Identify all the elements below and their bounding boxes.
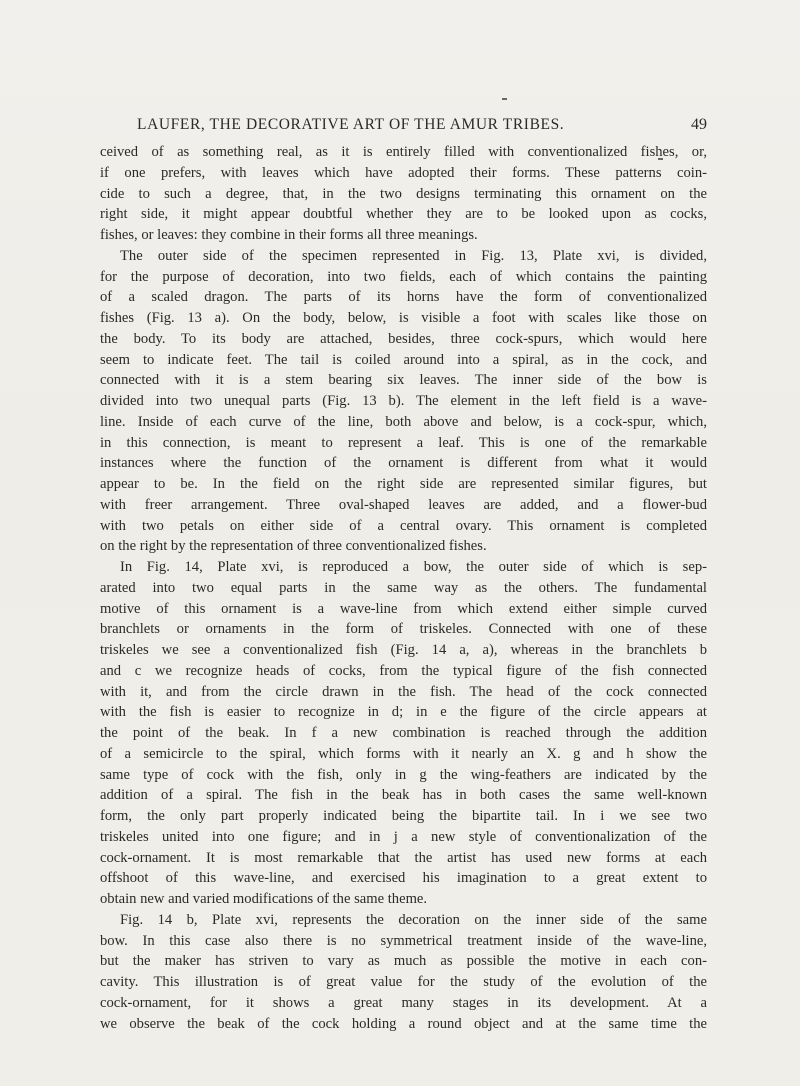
text-line: appear to be. In the field on the right side are represented similar figures, but <box>100 476 707 492</box>
text-line: we observe the beak of the cock holding a round object and at the same time the <box>100 1015 707 1032</box>
text-line: cide to such a degree, that, in the two designs terminating this ornament on the <box>100 185 707 202</box>
text-line: cavity. This illustration is of great value for the study of the evolution of the <box>100 974 707 990</box>
text-line: obtain new and varied modifications of the same theme. <box>100 891 428 907</box>
text-line: connected with it is a stem bearing six leaves. The inner side of the bow is <box>100 372 707 389</box>
text-line: divided into two unequal parts (Fig. 13 b). The element in the left field is a wave- <box>100 393 707 409</box>
body-text <box>100 142 707 1034</box>
text-line: fishes, or leaves: they combine in their forms all three meanings. <box>100 227 478 243</box>
running-head <box>137 116 707 138</box>
text-line: of a semicircle to the spiral, which forms with it nearly an X. g and h show the <box>100 745 707 762</box>
text-line: instances where the function of the ornament is different from what it would <box>100 455 707 472</box>
text-line: the point of the beak. In f a new combination is reached through the addition <box>100 725 707 741</box>
text-line: right side, it might appear doubtful whether they are to be looked upon as cocks, <box>100 206 707 223</box>
text-line: if one prefers, with leaves which have adopted their forms. These patterns coin- <box>100 164 707 181</box>
text-line: triskeles united into one figure; and in j a new style of conventionalization of the <box>100 828 707 845</box>
text-line: offshoot of this wave-line, and exercised his imagination to a great extent to <box>100 870 707 887</box>
text-line: with two petals on either side of a central ovary. This ornament is completed <box>100 517 707 534</box>
text-line: same type of cock with the fish, only in g the wing-feathers are indicated by the <box>100 766 707 783</box>
running-title: LAUFER, THE DECORATIVE ART OF THE AMUR TRIBES. <box>137 116 565 133</box>
print-mark <box>502 98 507 100</box>
text-line: Fig. 14 b, Plate xvi, represents the decoration on the inner side of the same <box>120 911 707 928</box>
text-line: addition of a spiral. The fish in the beak has in both cases the same well-known <box>100 787 707 804</box>
text-line: line. Inside of each curve of the line, both above and below, is a cock-spur, which, <box>100 413 707 430</box>
page-number: 49 <box>691 116 707 133</box>
text-line: In Fig. 14, Plate xvi, is reproduced a bow, the outer side of which is sep- <box>120 559 707 575</box>
text-line: with the fish is easier to recognize in d; in e the figure of the circle appears at <box>100 704 707 721</box>
text-line: bow. In this case also there is no symmetrical treatment inside of the wave-line, <box>100 932 707 949</box>
text-line: of a scaled dragon. The parts of its horns have the form of conventionalized <box>100 289 707 306</box>
text-line: but the maker has striven to vary as much as possible the motive in each con- <box>100 953 707 970</box>
text-line: fishes (Fig. 13 a). On the body, below, is visible a foot with scales like those on <box>100 310 707 326</box>
text-line: motive of this ornament is a wave-line from which extend either simple curved <box>100 600 707 617</box>
text-line: seem to indicate feet. The tail is coiled around into a spiral, as in the cock, and <box>100 351 707 368</box>
text-line: cock-ornament, for it shows a great many stages in its development. At a <box>100 994 707 1011</box>
text-line: with freer arrangement. Three oval-shaped leaves are added, and a flower-bud <box>100 496 707 513</box>
text-line: form, the only part properly indicated being the bipartite tail. In i we see two <box>100 808 707 824</box>
text-line: arated into two equal parts in the same way as the others. The fundamental <box>100 579 707 596</box>
text-line: branchlets or ornaments in the form of triskeles. Connected with one of these <box>100 621 707 638</box>
text-line: for the purpose of decoration, into two fields, each of which contains the painting <box>100 268 707 285</box>
text-line: triskeles we see a conventionalized fish (Fig. 14 a, a), whereas in the branchlets b <box>100 642 707 658</box>
text-line: the body. To its body are attached, besides, three cock-spurs, which would here <box>100 330 707 347</box>
text-line: and c we recognize heads of cocks, from the typical figure of the fish connected <box>100 662 707 679</box>
text-line: on the right by the representation of three conventionalized fishes. <box>100 538 487 555</box>
text-line: with it, and from the circle drawn in the fish. The head of the cock connected <box>100 683 707 700</box>
text-line: cock-ornament. It is most remarkable that the artist has used new forms at each <box>100 849 707 866</box>
text-line: The outer side of the specimen represented in Fig. 13, Plate xvi, is divided, <box>120 247 707 264</box>
text-line: in this connection, is meant to represent a leaf. This is one of the remarkable <box>100 434 707 451</box>
text-line: ceived of as something real, as it is entirely filled with conventionalized fishes, or, <box>100 144 707 160</box>
